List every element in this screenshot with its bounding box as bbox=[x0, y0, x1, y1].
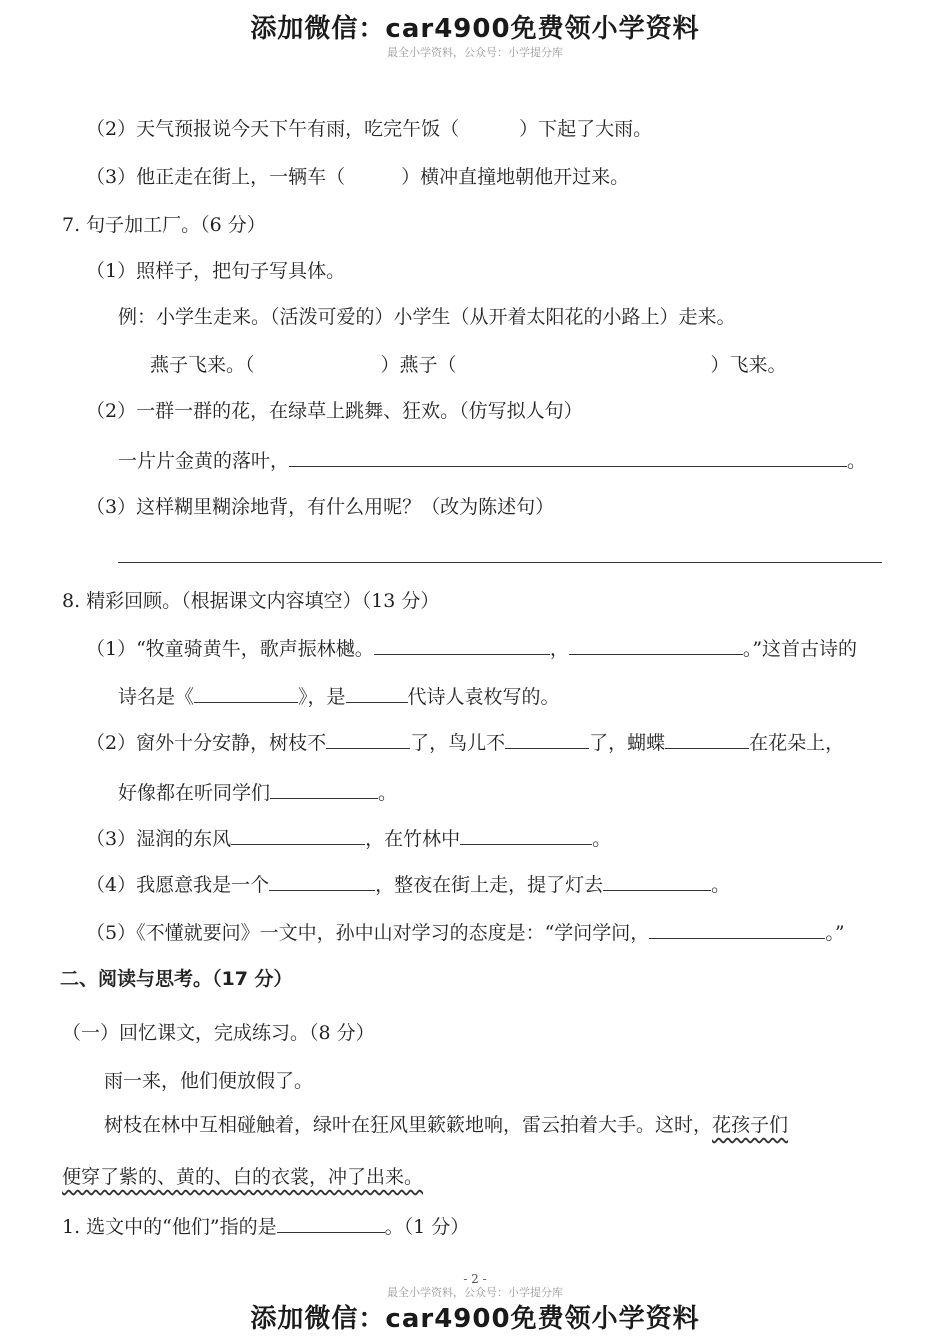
passage-line-1: 雨一来，他们便放假了。 bbox=[104, 1070, 314, 1092]
answer-blank[interactable] bbox=[665, 728, 749, 749]
reading-q1: 1. 选文中的“他们”指的是 。（1 分） bbox=[62, 1212, 469, 1240]
answer-blank[interactable] bbox=[569, 634, 743, 655]
q8-item3: （3）湿润的东风 ，在竹林中 。 bbox=[86, 824, 611, 852]
q7-example: 例：小学生走来。（活泼可爱的）小学生（从开着太阳花的小路上）走来。 bbox=[118, 306, 736, 328]
passage-line-2: 树枝在林中互相碰触着，绿叶在狂风里簌簌地响，雷云拍着大手。这时，花孩子们 bbox=[104, 1114, 789, 1136]
q7-sub1: （1）照样子，把句子写具体。 bbox=[86, 260, 346, 282]
q7-sub2-answer: 一片片金黄的落叶， 。 bbox=[118, 446, 866, 474]
watermark-bottom: 添加微信：car4900免费领小学资料 bbox=[250, 1304, 700, 1334]
q7-sub3-answer-line[interactable] bbox=[118, 562, 882, 563]
q8-item2: （2）窗外十分安静，树枝不 了，鸟儿不 了，蝴蝶 在花朵上， bbox=[86, 728, 844, 756]
passage-line-3: 便穿了紫的、黄的、白的衣裳，冲了出来。 bbox=[62, 1166, 424, 1188]
q8-item5: （5）《不懂就要问》一文中，孙中山对学习的态度是：“学问学问， 。” bbox=[86, 918, 845, 946]
q8-title: 8. 精彩回顾。（根据课文内容填空）（13 分） bbox=[62, 590, 440, 612]
q8-item1b: 诗名是《 》，是 代诗人袁枚写的。 bbox=[118, 682, 560, 710]
section2-title: 二、阅读与思考。（17 分） bbox=[60, 968, 293, 990]
answer-blank[interactable] bbox=[326, 728, 410, 749]
answer-blank[interactable] bbox=[277, 1212, 385, 1233]
q7-sub2: （2）一群一群的花，在绿草上跳舞、狂欢。（仿写拟人句） bbox=[86, 400, 583, 422]
answer-blank[interactable] bbox=[269, 870, 375, 891]
q6-item2: （2）天气预报说今天下午有雨，吃完午饭（ ）下起了大雨。 bbox=[86, 118, 653, 140]
answer-blank[interactable] bbox=[346, 682, 408, 703]
q7-title: 7. 句子加工厂。（6 分） bbox=[62, 214, 266, 236]
section2-sub1: （一）回忆课文，完成练习。（8 分） bbox=[62, 1022, 375, 1044]
answer-blank[interactable] bbox=[460, 824, 592, 845]
answer-blank[interactable] bbox=[231, 824, 365, 845]
q8-item4: （4）我愿意我是一个 ，整夜在街上走，提了灯去 。 bbox=[86, 870, 730, 898]
answer-blank[interactable] bbox=[194, 682, 298, 703]
answer-blank[interactable] bbox=[374, 634, 550, 655]
answer-blank[interactable] bbox=[603, 870, 711, 891]
answer-blank[interactable] bbox=[289, 446, 847, 467]
answer-blank[interactable] bbox=[649, 918, 825, 939]
answer-blank[interactable] bbox=[505, 728, 589, 749]
watermark-bottom-sub: 最全小学资料，公众号：小学提分库 bbox=[387, 1286, 563, 1299]
watermark-top-sub: 最全小学资料，公众号：小学提分库 bbox=[387, 46, 563, 59]
page-number: - 2 - bbox=[463, 1272, 487, 1286]
q7-sub3: （3）这样糊里糊涂地背，有什么用呢？（改为陈述句） bbox=[86, 496, 555, 518]
answer-blank[interactable] bbox=[270, 778, 378, 799]
watermark-top: 添加微信：car4900免费领小学资料 bbox=[250, 14, 700, 44]
q8-item1: （1）“牧童骑黄牛，歌声振林樾。 ， 。”这首古诗的 bbox=[86, 634, 857, 662]
q6-item3: （3）他正走在街上，一辆车（ ）横冲直撞地朝他开过来。 bbox=[86, 166, 630, 188]
q8-item2b: 好像都在听同学们 。 bbox=[118, 778, 397, 806]
q7-task: 燕子飞来。（ ）燕子（ ）飞来。 bbox=[150, 354, 787, 376]
